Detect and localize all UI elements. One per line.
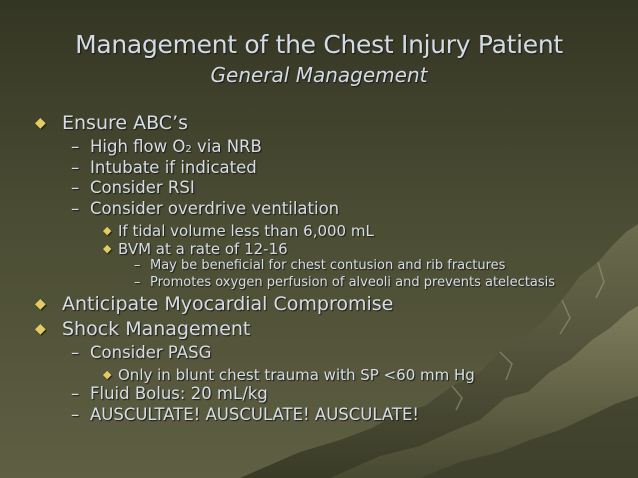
- detail-text: Promotes oxygen perfusion of alveoli and prevents atelectasis: [150, 275, 556, 290]
- subbullet-text-pre: High flow O: [90, 137, 186, 156]
- subbullet-text: Intubate if indicated: [90, 158, 257, 177]
- subbullet-text: Consider PASG: [90, 343, 212, 362]
- point-bvm: [103, 240, 288, 258]
- subbullet-text-post: via NRB: [191, 137, 262, 156]
- point-text: If tidal volume less than 6,000 mL: [118, 222, 374, 240]
- dash-marker: –: [71, 384, 80, 403]
- diamond-bullet-icon: ◆: [103, 224, 112, 237]
- bullet-ensure-abcs: [35, 112, 189, 134]
- slide-title: Management of the Chest Injury Patient: [75, 30, 563, 59]
- dash-marker: –: [71, 343, 80, 362]
- bullet-anticipate: [35, 293, 394, 315]
- dash-marker: –: [134, 275, 141, 290]
- subscript-two: 2: [185, 144, 192, 155]
- bullet-shock: [35, 318, 251, 340]
- diamond-bullet-icon: ◆: [103, 242, 112, 255]
- diamond-bullet-icon: ◆: [35, 115, 46, 131]
- dash-marker: –: [71, 158, 80, 177]
- subbullet-text: Consider overdrive ventilation: [90, 199, 340, 218]
- subbullet-text: Consider RSI: [90, 178, 195, 197]
- bullet-text: Ensure ABC’s: [62, 112, 189, 134]
- subbullet-auscultate: [71, 405, 420, 424]
- detail-beneficial: [134, 258, 506, 273]
- point-blunt-trauma: [103, 366, 475, 384]
- diamond-bullet-icon: ◆: [103, 368, 112, 381]
- detail-promotes: [134, 275, 556, 290]
- subbullet-high-flow: [71, 137, 262, 156]
- dash-marker: –: [71, 405, 80, 424]
- bullet-text: Shock Management: [62, 318, 251, 340]
- subbullet-text: AUSCULTATE! AUSCULATE! AUSCULATE!: [90, 405, 420, 424]
- subbullet-text: Fluid Bolus: 20 mL/kg: [90, 384, 268, 403]
- point-text: Only in blunt chest trauma with SP <60 mm Hg: [118, 366, 475, 384]
- dash-marker: –: [134, 258, 141, 273]
- diamond-bullet-icon: ◆: [35, 321, 46, 337]
- subbullet-intubate: [71, 158, 257, 177]
- slide-subtitle: General Management: [210, 63, 428, 87]
- diamond-bullet-icon: ◆: [35, 296, 46, 312]
- dash-marker: –: [71, 199, 80, 218]
- subbullet-pasg: [71, 343, 212, 362]
- detail-text: May be beneficial for chest contusion and rib fractures: [150, 258, 506, 273]
- point-text: BVM at a rate of 12-16: [118, 240, 288, 258]
- subbullet-fluid-bolus: [71, 384, 268, 403]
- subbullet-consider-rsi: [71, 178, 195, 197]
- point-tidal-volume: [103, 222, 374, 240]
- bullet-text: Anticipate Myocardial Compromise: [62, 293, 394, 315]
- subbullet-overdrive: [71, 199, 340, 218]
- dash-marker: –: [71, 178, 80, 197]
- dash-marker: –: [71, 137, 80, 156]
